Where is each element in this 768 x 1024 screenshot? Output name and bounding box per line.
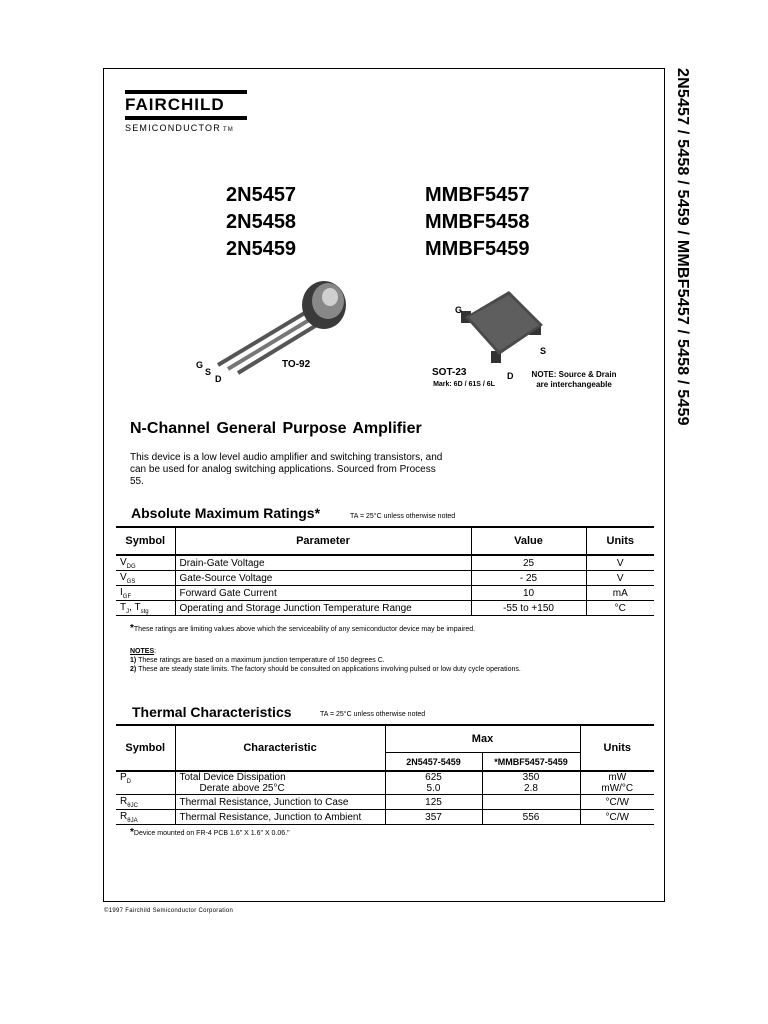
table-row <box>116 795 654 810</box>
value-line1: 625 <box>425 772 442 783</box>
unit-cell: V <box>586 571 654 586</box>
symbol-sub: θJC <box>127 802 138 809</box>
absolute-max-ratings-table <box>116 526 654 616</box>
value-cell: 125 <box>385 795 482 810</box>
logo-name: FAIRCHILD <box>125 95 225 114</box>
table-row <box>116 771 654 795</box>
thermal-heading: Thermal Characteristics <box>132 704 292 720</box>
parameter-cell: Forward Gate Current <box>175 586 471 601</box>
logo-bar-bottom <box>125 116 247 120</box>
parameter-cell: Operating and Storage Junction Temperature Range <box>175 601 471 616</box>
part-number: MMBF5459 <box>425 238 530 260</box>
part-number: 2N5459 <box>226 238 297 260</box>
logo-sub-text: SEMICONDUCTOR <box>125 123 221 133</box>
unit-cell: °C <box>586 601 654 616</box>
value-cell: 10 <box>471 586 586 601</box>
symbol: V <box>120 571 127 583</box>
sot23-pin-g: G <box>455 305 463 315</box>
symbol-cell <box>116 571 175 586</box>
symbol-cell <box>116 601 175 616</box>
part-number: MMBF5457 <box>425 184 530 206</box>
value-cell: - 25 <box>471 571 586 586</box>
value-cell: 357 <box>385 810 482 825</box>
col-value: Value <box>471 527 586 555</box>
value-cell <box>482 795 580 810</box>
thermal-characteristics-table <box>116 724 654 825</box>
parameter-cell: Drain-Gate Voltage <box>175 555 471 571</box>
characteristic-cell <box>175 771 385 795</box>
sot23-pin-d: D <box>507 371 514 381</box>
to92-pin-d: D <box>215 374 222 384</box>
sot23-mark: Mark: 6D / 61S / 6L <box>433 381 495 388</box>
table-row <box>116 586 654 601</box>
value-line2: 5.0 <box>426 783 441 794</box>
table-header-row <box>116 725 654 753</box>
symbol-sub: J <box>126 608 130 615</box>
col-symbol: Symbol <box>125 742 166 754</box>
value-line1: 350 <box>522 772 540 783</box>
characteristic-line1: Total Device Dissipation <box>179 772 286 783</box>
part-number: MMBF5458 <box>425 211 530 233</box>
logo-tm: TM <box>222 127 235 133</box>
sot23-note <box>528 370 620 390</box>
col-characteristic: Characteristic <box>175 725 385 771</box>
symbol-sub: θJA <box>127 817 138 824</box>
symbol-sub: DG <box>126 563 136 570</box>
unit-cell: V <box>586 555 654 571</box>
unit-line1: mW <box>608 772 627 783</box>
col-2n5457: 2N5457-5459 <box>385 753 482 772</box>
value-line2: 2.8 <box>524 783 538 794</box>
symbol-cell <box>116 586 175 601</box>
sot23-note-line2: are interchangeable <box>536 380 612 389</box>
part-number: 2N5458 <box>226 211 297 233</box>
logo-sub <box>125 123 265 133</box>
parameter-cell: Gate-Source Voltage <box>175 571 471 586</box>
col-parameter: Parameter <box>175 527 471 555</box>
table-row <box>116 571 654 586</box>
value-cell <box>482 771 580 795</box>
thermal-condition: TA = 25°C unless otherwise noted <box>320 711 426 718</box>
symbol: P <box>120 772 127 783</box>
table-header-row <box>116 527 654 555</box>
value-cell: -55 to +150 <box>471 601 586 616</box>
col-units: Units <box>580 725 654 771</box>
to92-package-icon <box>200 275 360 385</box>
sot23-label: SOT-23 <box>432 367 467 378</box>
symbol: T <box>120 601 127 613</box>
sot23-note-line1: NOTE: Source & Drain <box>531 370 617 379</box>
symbol: I <box>120 586 123 598</box>
symbol-2: , T <box>129 601 141 613</box>
thermal-footnote: *Device mounted on FR-4 PCB 1.6" X 1.6" X 0.06." <box>130 827 290 838</box>
characteristic-cell: Thermal Resistance, Junction to Ambient <box>175 810 385 825</box>
value-cell <box>385 771 482 795</box>
amr-footnote: *These ratings are limiting values above which the serviceability of any semiconductor device may be impaired. <box>130 623 476 634</box>
part-numbers-left <box>226 182 296 263</box>
copyright: ©1997 Fairchild Semiconductor Corporation <box>104 908 234 914</box>
unit-cell: °C/W <box>580 810 654 825</box>
fairchild-logo <box>125 90 265 133</box>
value-cell: 556 <box>482 810 580 825</box>
col-max: Max <box>385 725 580 753</box>
value-cell: 25 <box>471 555 586 571</box>
amr-notes: NOTES: 1) These ratings are based on a maximum junction temperature of 150 degrees C. 2) These are steady state limits. The factory should be consulted on applications involving pulsed or low duty cycle operations. <box>130 648 521 673</box>
thermal-footnote-text: Device mounted on FR-4 PCB 1.6" X 1.6" X 0.06." <box>133 830 290 837</box>
note-1: These ratings are based on a maximum junction temperature of 150 degrees C. <box>138 657 385 664</box>
symbol-cell <box>116 771 175 795</box>
part-number: 2N5457 <box>226 184 297 206</box>
symbol-sub: D <box>126 779 132 785</box>
device-description: This device is a low level audio amplifier and switching transistors, and can be used for analog switching applications. Sourced from Process 55. <box>130 452 443 487</box>
logo-bar-top <box>125 90 247 94</box>
amr-footnote-text: These ratings are limiting values above which the serviceability of any semiconductor device may be impaired. <box>133 626 476 633</box>
symbol-cell <box>116 810 175 825</box>
unit-line2: mW/°C <box>601 783 634 794</box>
symbol: V <box>120 556 127 568</box>
sot23-pin-s: S <box>540 346 547 356</box>
table-row <box>116 601 654 616</box>
symbol: R <box>120 810 128 822</box>
to92-label: TO-92 <box>282 359 311 370</box>
side-title <box>667 68 691 468</box>
symbol-sub-2: stg <box>140 608 149 615</box>
unit-cell: °C/W <box>580 795 654 810</box>
side-title-text: 2N5457 / 5458 / 5459 / MMBF5457 / 5458 / 5459 <box>674 68 691 426</box>
document-title: N-Channel General Purpose Amplifier <box>130 420 422 437</box>
part-numbers-right <box>425 182 529 263</box>
symbol-cell <box>116 555 175 571</box>
col-mmbf5457: *MMBF5457-5459 <box>482 753 580 772</box>
notes-heading: NOTES <box>130 648 155 655</box>
table-row <box>116 555 654 571</box>
symbol-sub: GF <box>122 593 132 600</box>
characteristic-cell: Thermal Resistance, Junction to Case <box>175 795 385 810</box>
table-row <box>116 810 654 825</box>
symbol-sub: GS <box>126 578 136 585</box>
unit-cell: mA <box>586 586 654 601</box>
to92-pin-g: G <box>196 360 204 370</box>
col-units: Units <box>586 527 654 555</box>
characteristic-line2: Derate above 25°C <box>199 783 285 794</box>
col-symbol: Symbol <box>125 535 166 547</box>
note-2: These are steady state limits. The factory should be consulted on applications involving pulsed or low duty cycle operations. <box>138 666 521 673</box>
to92-pin-s: S <box>205 367 212 377</box>
symbol: R <box>120 795 128 807</box>
amr-condition: TA = 25°C unless otherwise noted <box>350 513 456 520</box>
symbol-cell <box>116 795 175 810</box>
unit-cell <box>580 771 654 795</box>
amr-heading: Absolute Maximum Ratings* <box>131 505 321 521</box>
